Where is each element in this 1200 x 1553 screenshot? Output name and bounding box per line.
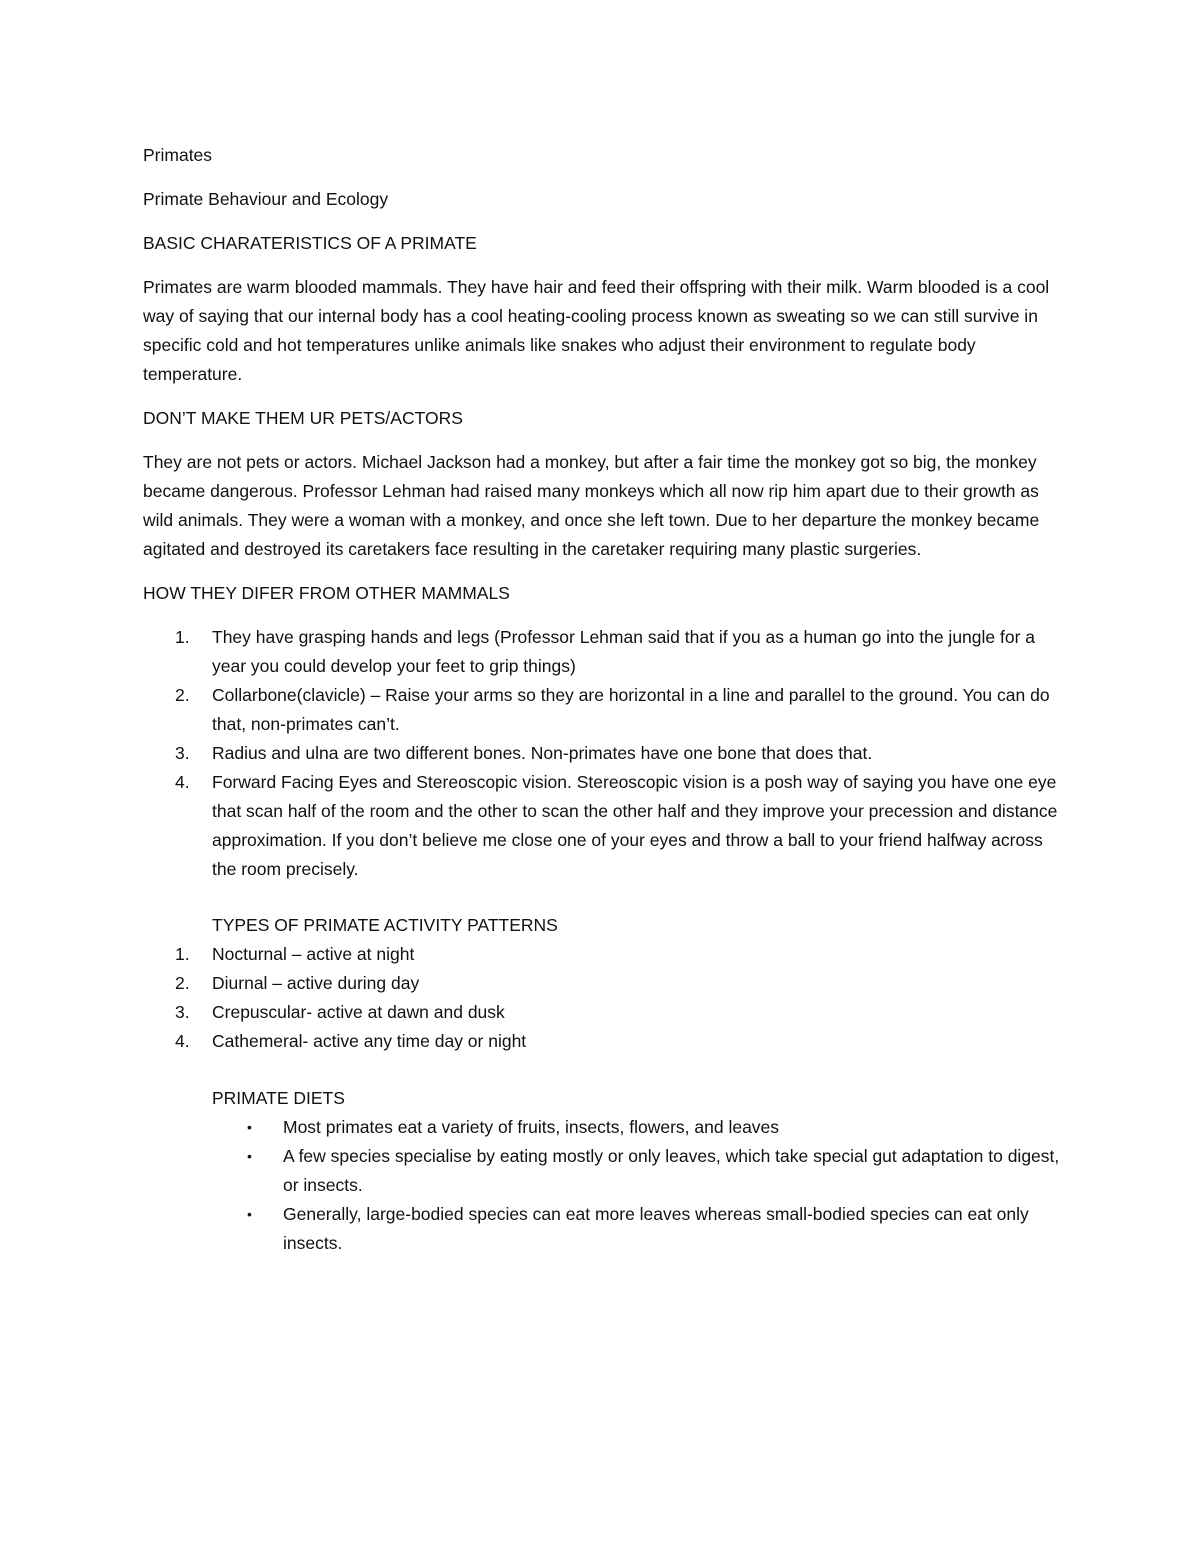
list-item-text: Radius and ulna are two different bones. Non-primates have one bone that does that. xyxy=(212,743,873,763)
section-heading-differ: HOW THEY DIFER FROM OTHER MAMMALS xyxy=(143,583,510,603)
list-item xyxy=(143,768,1063,884)
bullet-icon: • xyxy=(247,1206,252,1222)
list-number: 3. xyxy=(175,1002,190,1022)
document-title: Primates xyxy=(143,145,213,165)
list-item-text: A few species specialise by eating mostly or only leaves, which take special gut adaptation to digest, or insects. xyxy=(283,1146,1060,1195)
list-number: 2. xyxy=(175,973,190,993)
list-number: 1. xyxy=(175,944,190,964)
section-heading-pets: DON’T MAKE THEM UR PETS/ACTORS xyxy=(143,408,463,428)
list-item-text: They have grasping hands and legs (Professor Lehman said that if you as a human go into the jungle for a year you could develop your feet to grip things) xyxy=(212,627,1036,676)
list-item xyxy=(143,1027,1063,1056)
section-heading-basic: BASIC CHARATERISTICS OF A PRIMATE xyxy=(143,233,477,253)
list-number: 3. xyxy=(175,743,190,763)
list-item-text: Collarbone(clavicle) – Raise your arms so they are horizontal in a line and parallel to the ground. You can do that, non-primates can’t. xyxy=(212,685,1050,734)
list-item xyxy=(143,739,1063,768)
list-item-text: Forward Facing Eyes and Stereoscopic vision. Stereoscopic vision is a posh way of saying you have one eye that scan half of the room and the other to scan the other half and they improve your precession and distance approximation. If you don’t believe me close one of your eyes and throw a ball to your friend halfway across the room precisely. xyxy=(212,772,1058,879)
differ-list xyxy=(143,623,1063,884)
list-item xyxy=(143,998,1063,1027)
list-item xyxy=(143,940,1063,969)
document-body xyxy=(143,141,1063,1258)
list-item xyxy=(143,969,1063,998)
paragraph-pets: They are not pets or actors. Michael Jackson had a monkey, but after a fair time the monkey got so big, the monkey became dangerous. Professor Lehman had raised many monkeys which all now rip him apart due to their growth as wild animals. They were a woman with a monkey, and once she left town. Due to her departure the monkey became agitated and destroyed its caretakers face resulting in the caretaker requiring many plastic surgeries. xyxy=(143,452,1040,559)
list-item-text: Nocturnal – active at night xyxy=(212,944,415,964)
paragraph-basic: Primates are warm blooded mammals. They have hair and feed their offspring with their milk. Warm blooded is a cool way of saying that our internal body has a cool heating-cooling process known as sweating so we can still survive in specific cold and hot temperatures unlike animals like snakes who adjust their environment to regulate body temperature. xyxy=(143,277,1050,384)
list-item xyxy=(214,1200,1063,1258)
list-number: 4. xyxy=(175,772,190,792)
activity-list xyxy=(143,940,1063,1056)
list-number: 1. xyxy=(175,627,190,647)
document-subtitle: Primate Behaviour and Ecology xyxy=(143,189,389,209)
list-item xyxy=(214,1113,1063,1142)
list-item xyxy=(214,1142,1063,1200)
list-item-text: Generally, large-bodied species can eat more leaves whereas small-bodied species can eat only insects. xyxy=(283,1204,1029,1253)
list-item-text: Crepuscular- active at dawn and dusk xyxy=(212,1002,505,1022)
list-item xyxy=(143,623,1063,681)
list-number: 2. xyxy=(175,685,190,705)
diets-list xyxy=(214,1113,1063,1258)
list-item-text: Cathemeral- active any time day or night xyxy=(212,1031,527,1051)
bullet-icon: • xyxy=(247,1119,252,1135)
bullet-icon: • xyxy=(247,1148,252,1164)
section-heading-activity: TYPES OF PRIMATE ACTIVITY PATTERNS xyxy=(212,915,558,935)
list-item-text: Most primates eat a variety of fruits, insects, flowers, and leaves xyxy=(283,1117,780,1137)
section-heading-diets: PRIMATE DIETS xyxy=(212,1088,345,1108)
list-item xyxy=(143,681,1063,739)
list-item-text: Diurnal – active during day xyxy=(212,973,420,993)
list-number: 4. xyxy=(175,1031,190,1051)
